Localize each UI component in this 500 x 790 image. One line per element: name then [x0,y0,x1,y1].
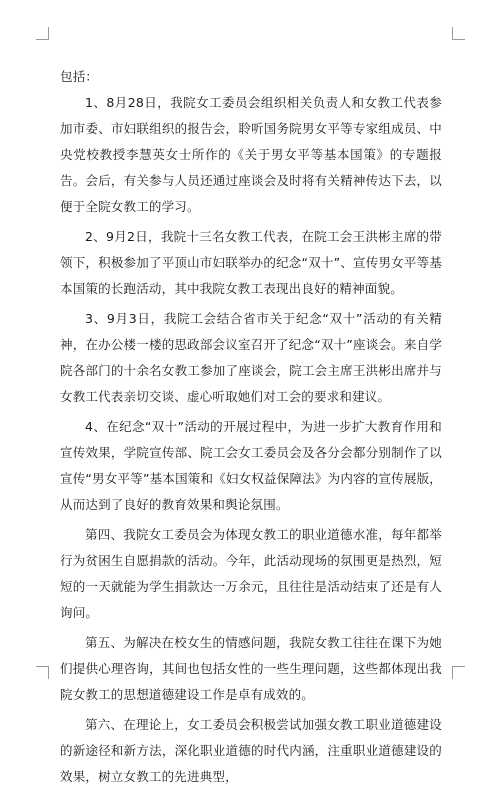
page-corner-mark-bottom-left [36,666,49,679]
intro-line: 包括： [60,69,99,84]
document-body [60,64,442,790]
paragraph-5: 第四、我院女工委员会为体现女教工的职业道德水准，每年都举行为贫困生自愿捐款的活动。今年，此活动现场的氛围更是热烈，短短的一天就能为学生捐款达一万余元，且往往是活动结束了还是有人询问。 [60,527,442,620]
page-corner-mark-top-left [36,27,49,40]
paragraph-4: 4、在纪念“双十”活动的开展过程中，为进一步扩大教育作用和宣传效果，学院宣传部、院工会女工委员会及各分会都分别制作了以宣传“男女平等”基本国策和《妇女权益保障法》为内容的宣传展版，从而达到了良好的教育效果和舆论氛围。 [60,419,442,512]
paragraph-6: 第五、为解决在校女生的情感问题，我院女教工往往在课下为她们提供心理咨询，其间也包括女性的一些生理问题，这些都体现出我院女教工的思想道德建设工作是卓有成效的。 [60,635,442,702]
page-corner-mark-top-right [452,27,465,40]
paragraph-3: 3、9月3日，我院工会结合省市关于纪念“双十”活动的有关精神，在办公楼一楼的思政部会议室召开了纪念“双十”座谈会。来自学院各部门的十余名女教工参加了座谈会，院工会主席王洪彬出席并与女教工代表亲切交谈、虚心听取她们对工会的要求和建议。 [60,311,442,404]
paragraph-1: 1、8月28日，我院女工委员会组织相关负责人和女教工代表参加市委、市妇联组织的报告会，聆听国务院男女平等专家组成员、中央党校教授李慧英女士所作的《关于男女平等基本国策》的专题报告。会后，有关参与人员还通过座谈会及时将有关精神传达下去，以便于全院女教工的学习。 [60,95,442,214]
paragraph-2: 2、9月2日，我院十三名女教工代表，在院工会王洪彬主席的带领下，积极参加了平顶山市妇联举办的纪念“双十”、宣传男女平等基本国策的长跑活动，其中我院女教工表现出良好的精神面貌。 [60,229,442,296]
paragraph-7: 第六、在理论上，女工委员会积极尝试加强女教工职业道德建设的新途径和新方法，深化职业道德的时代内涵，注重职业道德建设的效果，树立女教工的先进典型， [60,717,442,784]
page-corner-mark-bottom-right [452,666,465,679]
